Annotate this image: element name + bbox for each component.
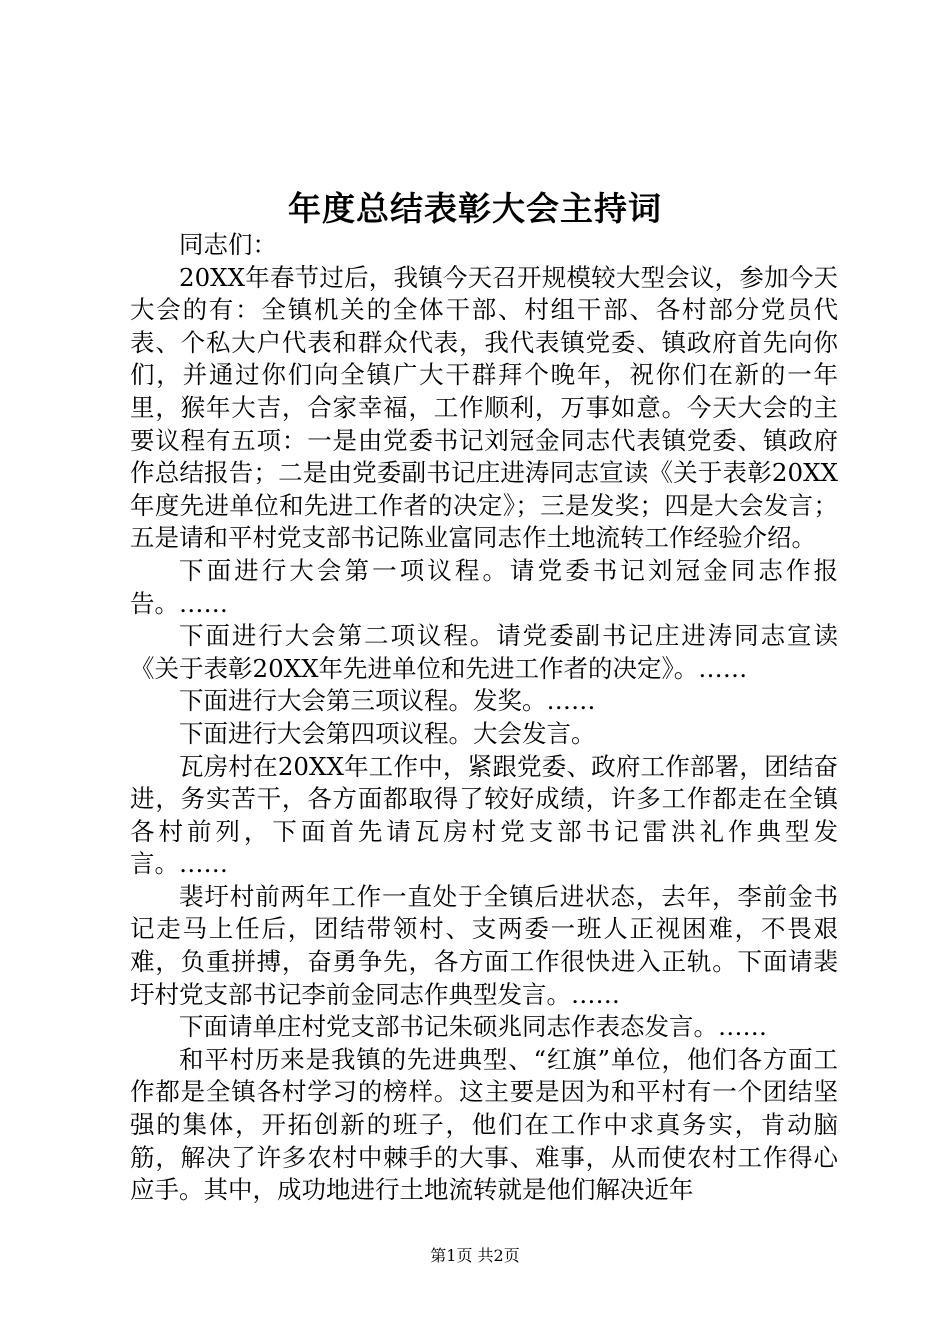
paragraph-shanzhuang-village: 下面请单庄村党支部书记朱硕兆同志作表态发言。…… — [179, 1012, 767, 1042]
paragraph-agenda-4: 下面进行大会第四项议程。大会发言。 — [179, 718, 596, 748]
paragraph-salutation: 同志们： — [179, 230, 277, 259]
paragraph-agenda-3: 下面进行大会第三项议程。发奖。…… — [179, 686, 596, 716]
document-body — [130, 229, 838, 1207]
paragraph-heping-village: 和平村历来是我镇的先进典型、“红旗”单位，他们各方面工作都是全镇各村学习的榜样。这主要是因为和平村有一个团结坚强的集体，开拓创新的班子，他们在工作中求真务实，肯动脑筋，解决了许多农村中棘手的大事、难事，从而使农村工作得心应手。其中，成功地进行土地流转就是他们解决近年 — [130, 1044, 838, 1205]
document-title: 年度总结表彰大会主持词 — [288, 189, 662, 228]
paragraph-peiwei-village: 裴圩村前两年工作一直处于全镇后进状态，去年，李前金书记走马上任后，团结带领村、支两委一班人正视困难，不畏艰难，负重拼搏，奋勇争先，各方面工作很快进入正轨。下面请裴圩村党支部书记李前金同志作典型发言。…… — [130, 881, 838, 1009]
paragraph-agenda-1: 下面进行大会第一项议程。请党委书记刘冠金同志作报告。…… — [130, 555, 838, 618]
page-footer: 第1页 共2页 — [430, 1246, 520, 1265]
paragraph-wafang-village: 瓦房村在20XX年工作中，紧跟党委、政府工作部署，团结奋进，务实苦干，各方面都取得了较好成绩，许多工作都走在全镇各村前列，下面首先请瓦房村党支部书记雷洪礼作典型发言。…… — [130, 751, 838, 879]
paragraph-agenda-2: 下面进行大会第二项议程。请党委副书记庄进涛同志宣读《关于表彰20XX年先进单位和先进工作者的决定》。…… — [130, 621, 838, 683]
paragraph-opening: 20XX年春节过后，我镇今天召开规模较大型会议，参加今天大会的有：全镇机关的全体干部、村组干部、各村部分党员代表、个私大户代表和群众代表，我代表镇党委、镇政府首先向你们，并通过你们向全镇广大干群拜个晚年，祝你们在新的一年里，猴年大吉，合家幸福，工作顺利，万事如意。今天大会的主要议程有五项：一是由党委书记刘冠金同志代表镇党委、镇政府作总结报告；二是由党委副书记庄进涛同志宣读《关于表彰20XX年度先进单位和先进工作者的决定》；三是发奖；四是大会发言；五是请和平村党支部书记陈业富同志作土地流转工作经验介绍。 — [130, 262, 838, 553]
